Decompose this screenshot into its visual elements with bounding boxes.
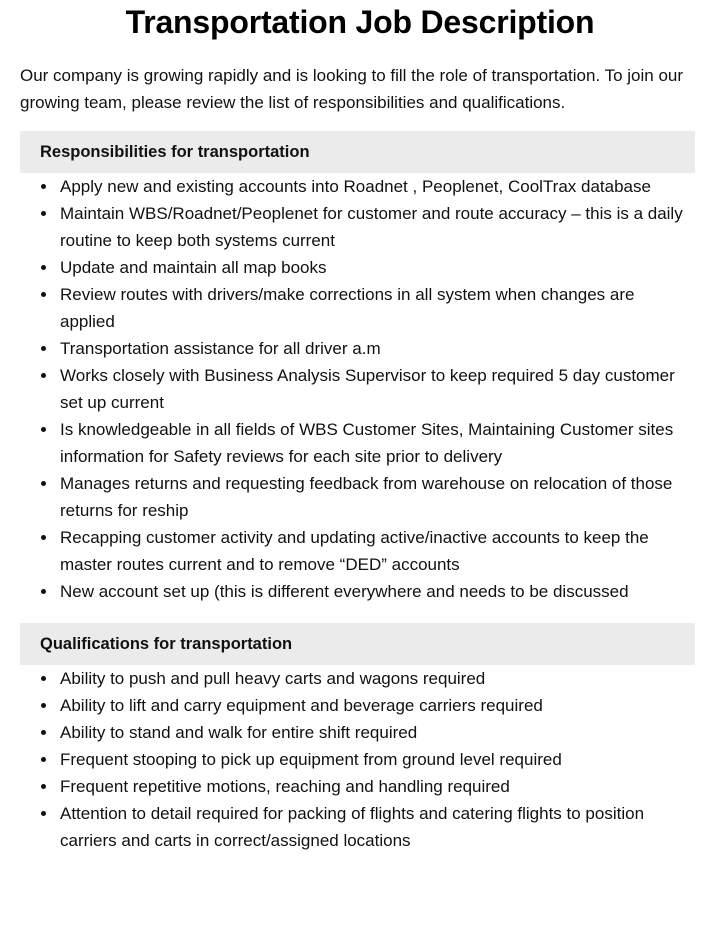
list-item bbox=[0, 335, 690, 362]
list-item-text: Ability to stand and walk for entire shift required bbox=[60, 723, 418, 742]
list-item bbox=[0, 665, 690, 692]
list-item-text: Ability to lift and carry equipment and beverage carriers required bbox=[60, 696, 543, 715]
responsibilities-heading: Responsibilities for transportation bbox=[20, 131, 695, 173]
bullet-icon bbox=[41, 784, 46, 789]
bullet-icon bbox=[41, 703, 46, 708]
bullet-icon bbox=[41, 346, 46, 351]
list-item-text: Manages returns and requesting feedback from warehouse on relocation of those returns for reship bbox=[60, 474, 673, 520]
list-item-text: Transportation assistance for all driver a.m bbox=[60, 339, 381, 358]
bullet-icon bbox=[41, 184, 46, 189]
intro-paragraph: Our company is growing rapidly and is looking to fill the role of transportation. To join our growing team, please review the list of responsibilities and qualifications. bbox=[20, 66, 684, 112]
list-item bbox=[0, 746, 690, 773]
list-item-text: Attention to detail required for packing of flights and catering flights to position carriers and carts in correct/assigned locations bbox=[60, 804, 645, 850]
qualifications-heading: Qualifications for transportation bbox=[20, 623, 695, 665]
bullet-icon bbox=[41, 535, 46, 540]
bullet-icon bbox=[41, 373, 46, 378]
list-item-text: Apply new and existing accounts into Roadnet , Peoplenet, CoolTrax database bbox=[60, 177, 651, 196]
list-item-text: Recapping customer activity and updating active/inactive accounts to keep the master routes current and to remove “DED” accounts bbox=[60, 528, 649, 574]
list-item bbox=[0, 362, 690, 416]
bullet-icon bbox=[41, 481, 46, 486]
qualifications-list bbox=[0, 665, 690, 854]
list-item bbox=[0, 254, 690, 281]
bullet-icon bbox=[41, 292, 46, 297]
bullet-icon bbox=[41, 427, 46, 432]
list-item bbox=[0, 719, 690, 746]
bullet-icon bbox=[41, 265, 46, 270]
list-item-text: Ability to push and pull heavy carts and wagons required bbox=[60, 669, 486, 688]
list-item bbox=[0, 200, 690, 254]
page-title: Transportation Job Description bbox=[125, 4, 595, 40]
list-item bbox=[0, 173, 690, 200]
list-item bbox=[0, 800, 690, 854]
list-item bbox=[0, 578, 690, 605]
bullet-icon bbox=[41, 757, 46, 762]
list-item bbox=[0, 281, 690, 335]
list-item-text: Works closely with Business Analysis Supervisor to keep required 5 day customer set up current bbox=[60, 366, 675, 412]
list-item-text: Maintain WBS/Roadnet/Peoplenet for customer and route accuracy – this is a daily routine to keep both systems current bbox=[60, 204, 683, 250]
list-item bbox=[0, 773, 690, 800]
bullet-icon bbox=[41, 589, 46, 594]
bullet-icon bbox=[41, 676, 46, 681]
list-item-text: Is knowledgeable in all fields of WBS Customer Sites, Maintaining Customer sites information for Safety reviews for each site prior to delivery bbox=[60, 420, 674, 466]
list-item bbox=[0, 524, 690, 578]
list-item-text: Frequent stooping to pick up equipment from ground level required bbox=[60, 750, 562, 769]
bullet-icon bbox=[41, 811, 46, 816]
list-item-text: Review routes with drivers/make corrections in all system when changes are applied bbox=[60, 285, 635, 331]
responsibilities-list bbox=[0, 173, 690, 605]
bullet-icon bbox=[41, 730, 46, 735]
list-item bbox=[0, 416, 690, 470]
list-item-text: Update and maintain all map books bbox=[60, 258, 327, 277]
list-item-text: Frequent repetitive motions, reaching and handling required bbox=[60, 777, 510, 796]
list-item-text: New account set up (this is different everywhere and needs to be discussed bbox=[60, 582, 629, 601]
list-item bbox=[0, 692, 690, 719]
list-item bbox=[0, 470, 690, 524]
bullet-icon bbox=[41, 211, 46, 216]
